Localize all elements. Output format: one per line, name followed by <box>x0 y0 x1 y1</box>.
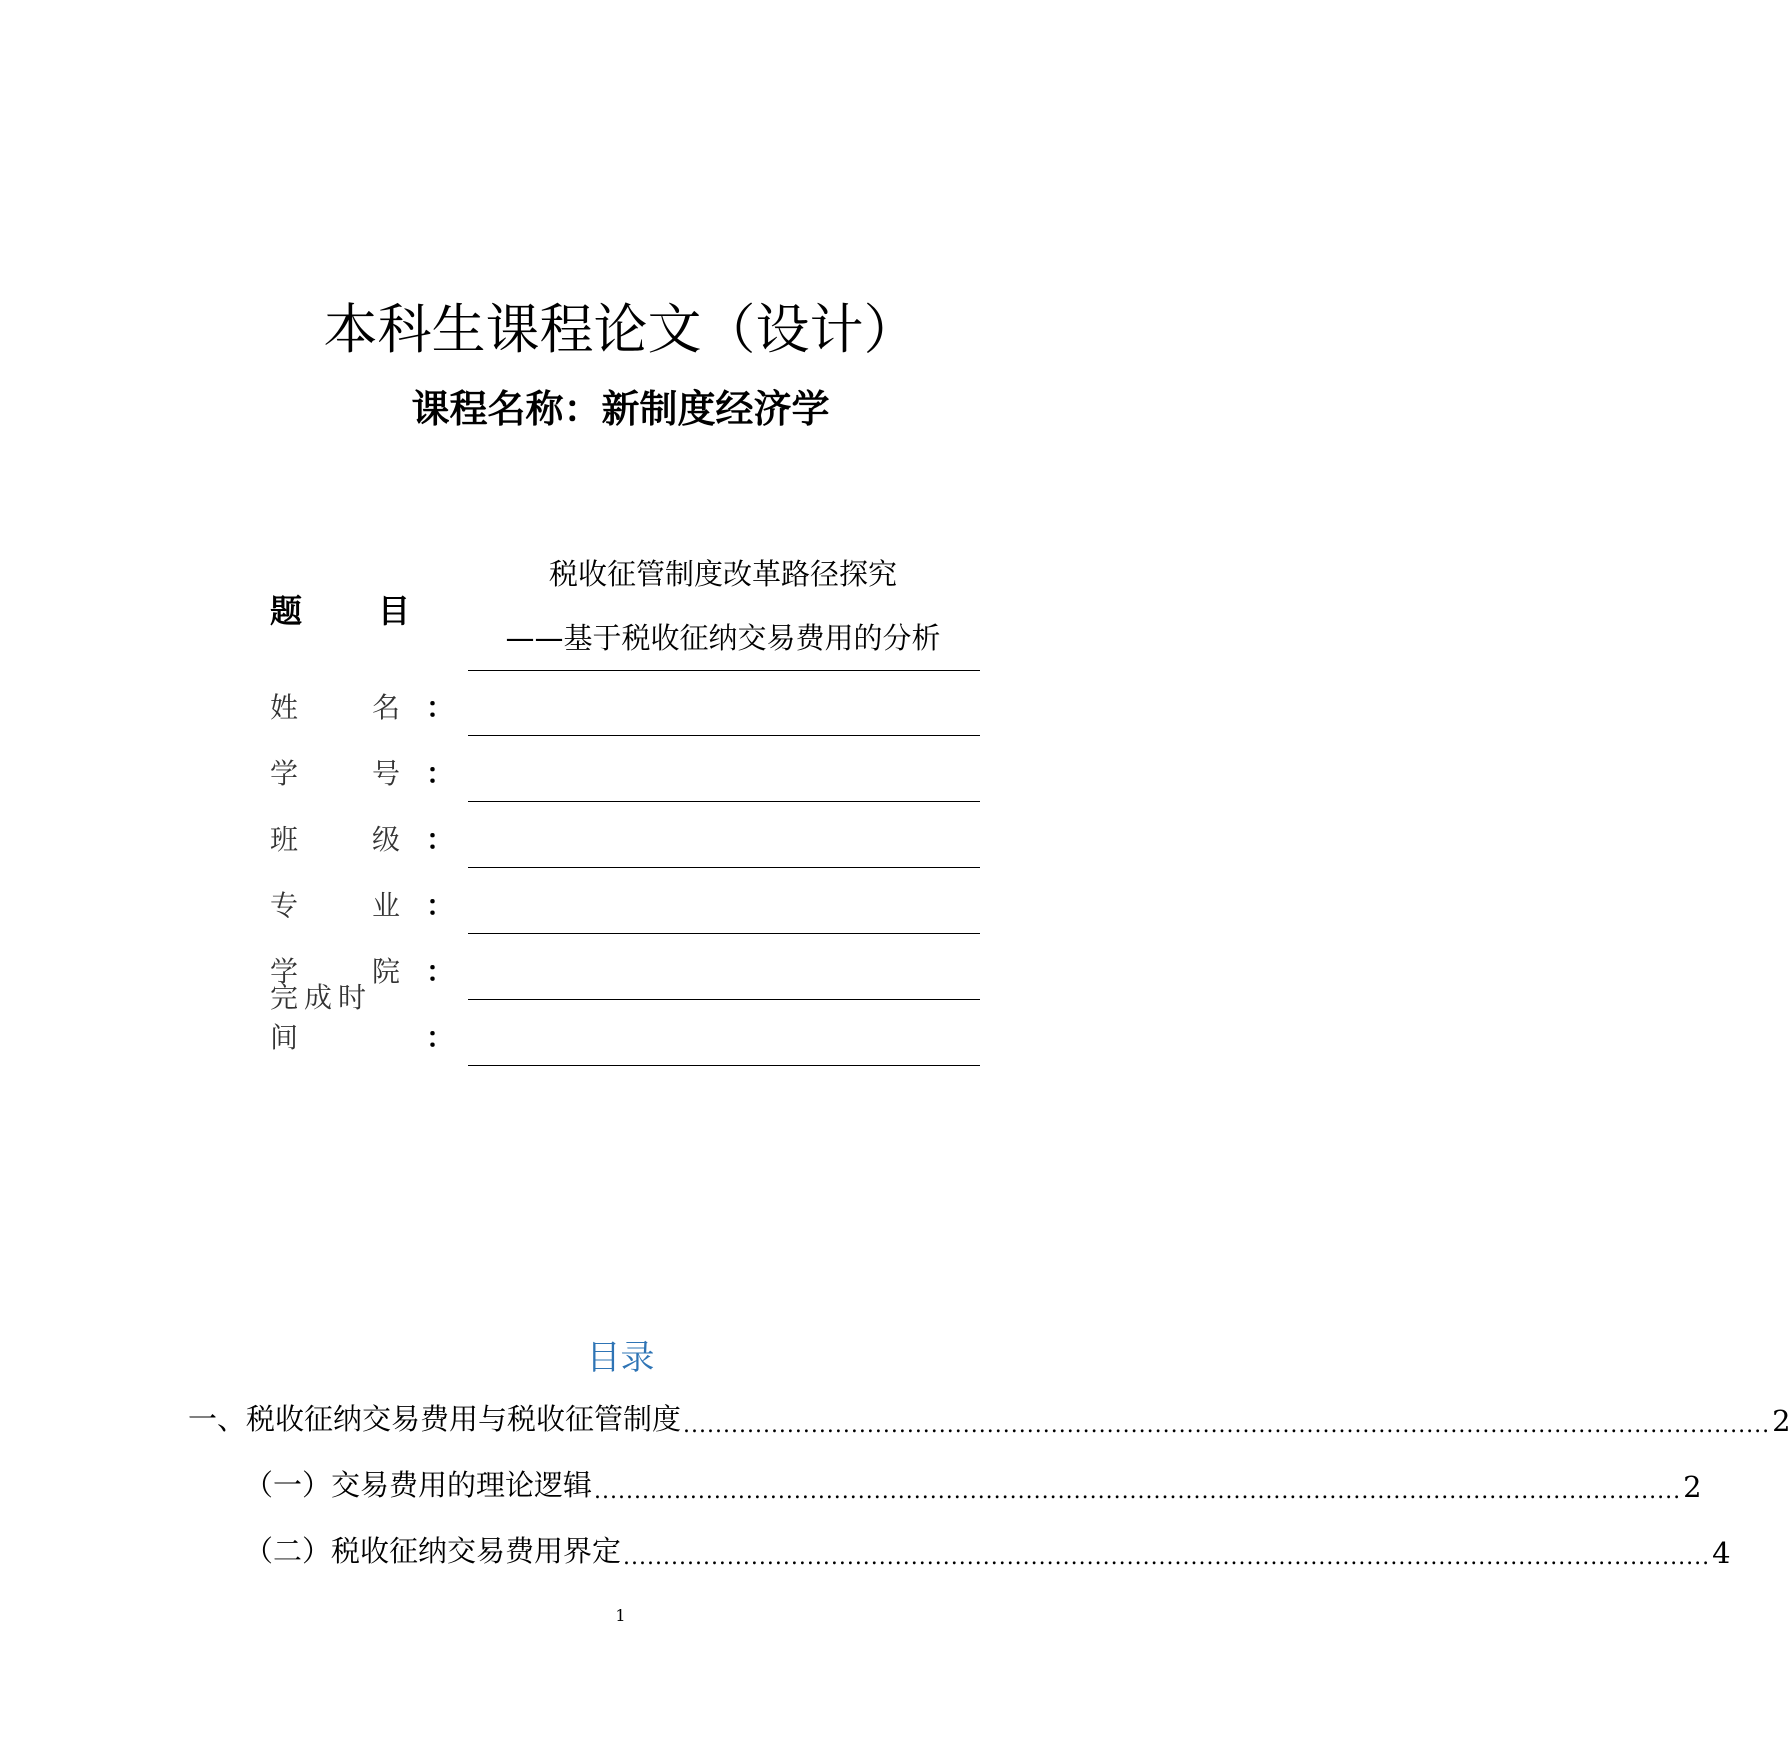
field-student-id[interactable] <box>270 736 980 802</box>
toc-entry-text[interactable]: （一）交易费用的理论逻辑 <box>244 1468 593 1502</box>
toc-entry[interactable] <box>244 1464 1702 1504</box>
toc-entry[interactable] <box>244 1530 1731 1570</box>
field-colon: ： <box>426 955 455 988</box>
topic-label <box>270 586 410 632</box>
toc-entry[interactable] <box>188 1398 1791 1438</box>
toc-page-number: 4 <box>1712 1536 1731 1570</box>
toc-entry-text[interactable]: 一、税收征纳交易费用与税收征管制度 <box>188 1402 682 1436</box>
toc-leader-dots: ........................................................................................................................................ <box>594 1479 1682 1504</box>
topic-label-char-1: 题 <box>270 592 303 630</box>
field-label: 学 院 <box>270 955 400 988</box>
toc-leader-dots: ........................................................................................................................................ <box>623 1545 1711 1570</box>
field-colon: ： <box>426 889 455 922</box>
field-label: 学 号 <box>270 757 400 790</box>
field-colon: ： <box>426 757 455 790</box>
field-label: 专 业 <box>270 889 400 922</box>
field-label: 完成时间 <box>270 981 373 1054</box>
cover-title: 本科生课程论文（设计） <box>323 298 918 361</box>
page-number: 1 <box>615 1606 626 1625</box>
field-class[interactable] <box>270 802 980 868</box>
toc-title: 目录 <box>586 1338 655 1378</box>
field-name[interactable] <box>270 670 980 736</box>
topic-title: 税收征管制度改革路径探究 <box>548 557 897 591</box>
field-colon: ： <box>426 1021 455 1054</box>
topic-subtitle: ——基于税收征纳交易费用的分析 <box>505 621 941 655</box>
field-underline <box>468 1065 980 1066</box>
field-colon: ： <box>426 691 455 724</box>
field-colon: ： <box>426 823 455 856</box>
field-label: 班 级 <box>270 823 400 856</box>
field-label: 姓 名 <box>270 691 400 724</box>
field-major[interactable] <box>270 868 980 934</box>
toc-page-number: 2 <box>1683 1470 1702 1504</box>
course-name: 课程名称：新制度经济学 <box>411 386 830 431</box>
toc-entry-text[interactable]: （二）税收征纳交易费用界定 <box>244 1534 622 1568</box>
field-completion-time[interactable] <box>270 981 980 1066</box>
toc-leader-dots: ........................................................................................................................................ <box>683 1413 1771 1438</box>
topic-label-char-2: 目 <box>377 592 410 630</box>
toc-page-number: 2 <box>1772 1404 1791 1438</box>
